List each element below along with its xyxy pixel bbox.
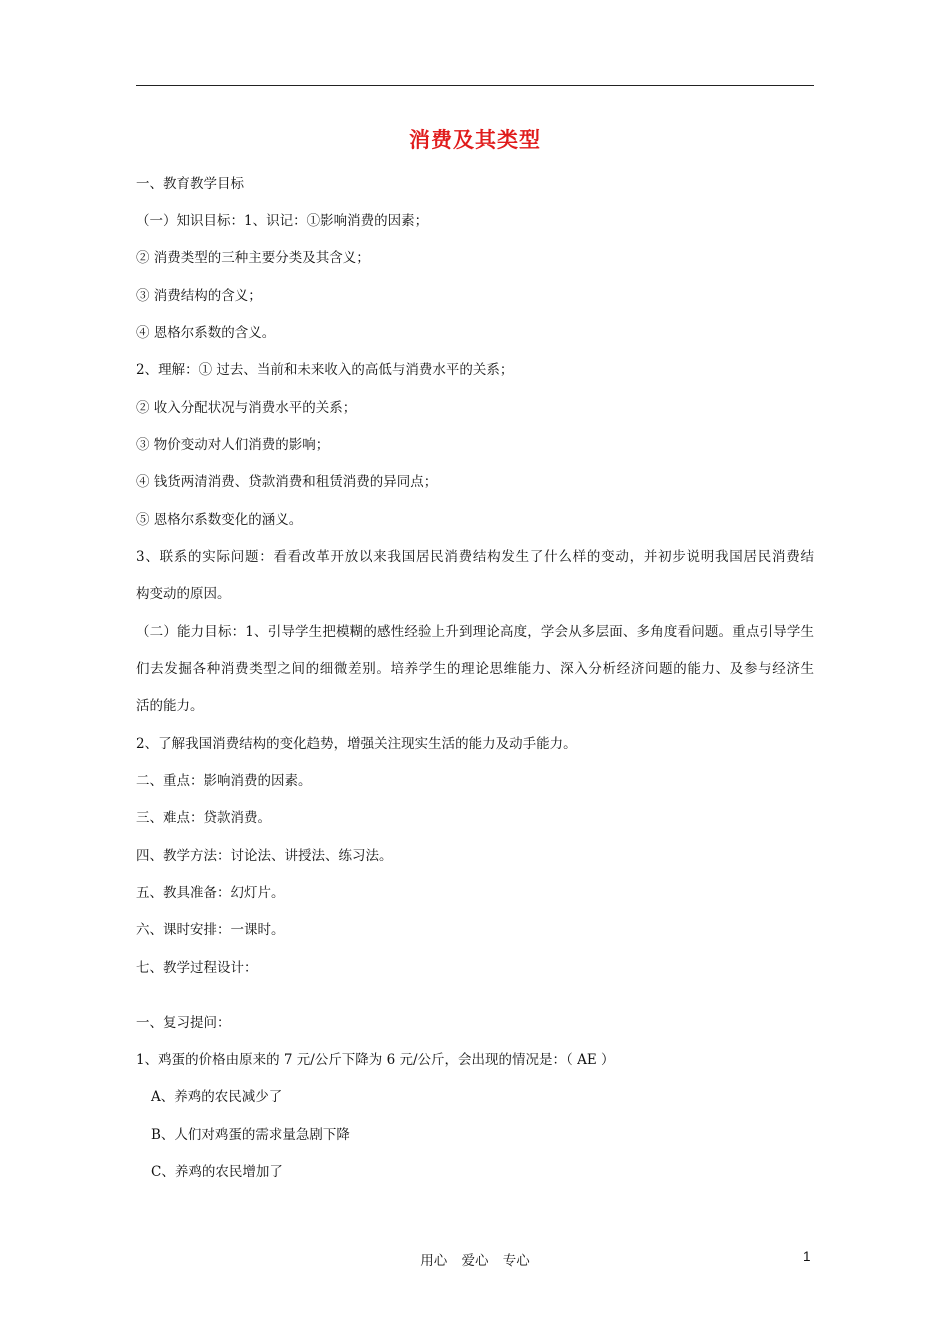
- answer-option: A、养鸡的农民减少了: [151, 1089, 283, 1105]
- text-line: ② 消费类型的三种主要分类及其含义；: [136, 250, 370, 266]
- section-heading: 五、教具准备：幻灯片。: [136, 885, 285, 901]
- footer-slogan: 用心 爱心 专心: [420, 1253, 530, 1269]
- page-title: 消费及其类型: [409, 128, 541, 152]
- text-line: ② 收入分配状况与消费水平的关系；: [136, 400, 357, 416]
- text-line: 2、理解：① 过去、当前和未来收入的高低与消费水平的关系；: [136, 362, 514, 378]
- text-line: ⑤ 恩格尔系数变化的涵义。: [136, 512, 303, 528]
- text-line: （一）知识目标：1、识记：①影响消费的因素；: [136, 213, 429, 229]
- section-heading: 六、课时安排：一课时。: [136, 922, 285, 938]
- header-rule: [136, 85, 814, 86]
- answer-option: C、养鸡的农民增加了: [151, 1164, 283, 1180]
- text-line: 2、了解我国消费结构的变化趋势，增强关注现实生活的能力及动手能力。: [136, 736, 577, 752]
- text-line: 3、联系的实际问题：看看改革开放以来我国居民消费结构发生了什么样的变动，并初步说明我国居民消费结: [136, 549, 814, 565]
- text-line: ④ 钱货两清消费、贷款消费和租赁消费的异同点；: [136, 474, 438, 490]
- text-line: ③ 消费结构的含义；: [136, 288, 262, 304]
- text-line: ④ 恩格尔系数的含义。: [136, 325, 276, 341]
- section-heading: 一、复习提问：: [136, 1015, 231, 1031]
- section-heading: 三、难点：贷款消费。: [136, 810, 271, 826]
- section-heading: 一、教育教学目标: [136, 176, 244, 192]
- page-number: 1: [803, 1249, 811, 1264]
- section-heading: 二、重点：影响消费的因素。: [136, 773, 312, 789]
- text-line: 们去发掘各种消费类型之间的细微差别。培养学生的理论思维能力、深入分析经济问题的能力、及参与经济生: [136, 661, 814, 677]
- text-line: 活的能力。: [136, 698, 204, 714]
- text-line: 构变动的原因。: [136, 586, 231, 602]
- text-line: （二）能力目标：1、引导学生把模糊的感性经验上升到理论高度，学会从多层面、多角度看问题。重点引导学生: [136, 624, 814, 640]
- section-heading: 七、教学过程设计：: [136, 960, 258, 976]
- text-line: ③ 物价变动对人们消费的影响；: [136, 437, 330, 453]
- answer-option: B、人们对鸡蛋的需求量急剧下降: [151, 1127, 350, 1143]
- section-heading: 四、教学方法：讨论法、讲授法、练习法。: [136, 848, 393, 864]
- question: 1、鸡蛋的价格由原来的 7 元/公斤下降为 6 元/公斤，会出现的情况是：（ AE ）: [136, 1052, 615, 1068]
